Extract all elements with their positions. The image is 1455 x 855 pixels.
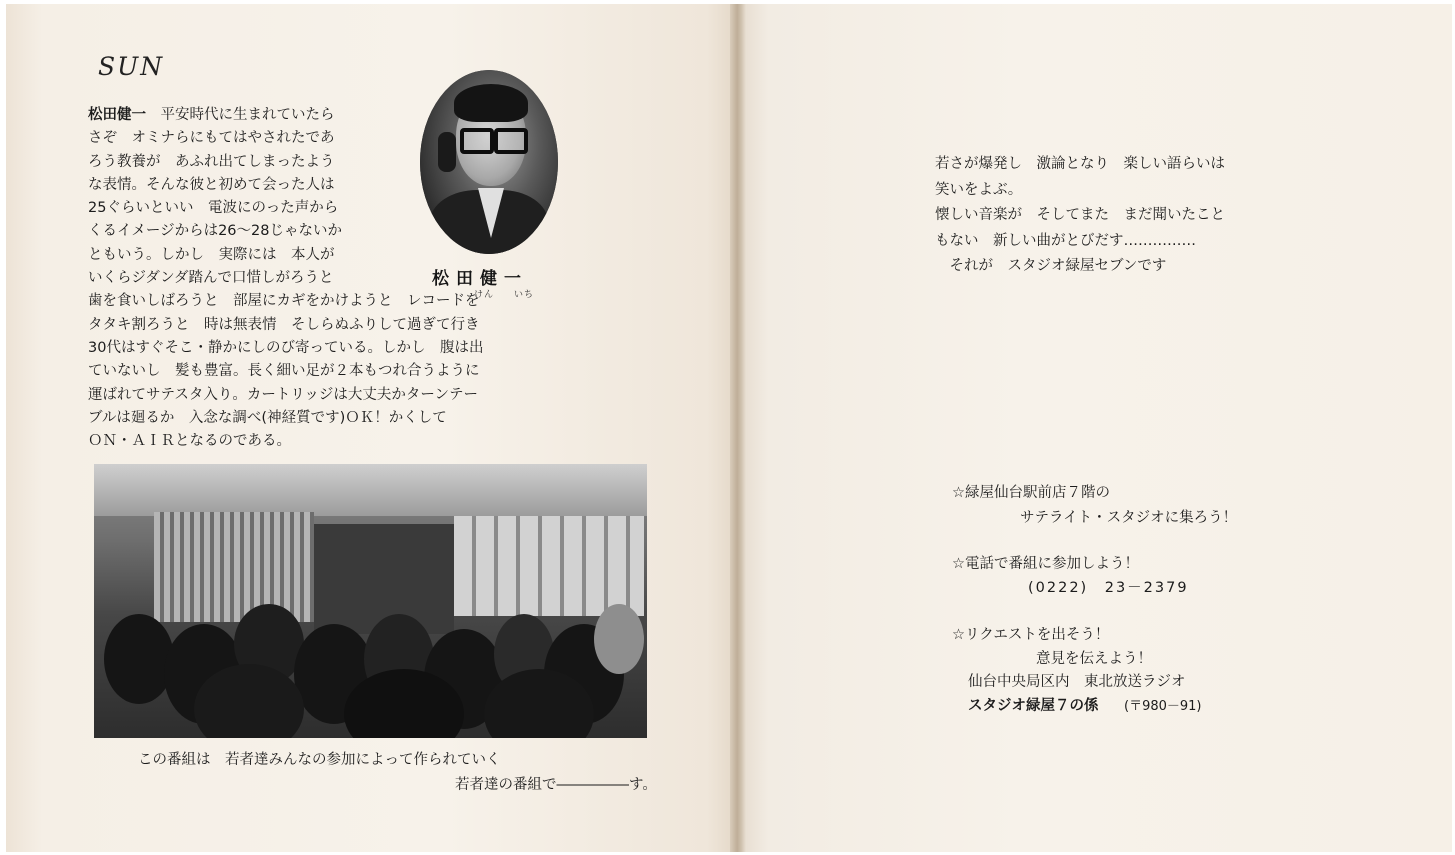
bio-line: 歯を食いしばろうと 部屋にカギをかけようと レコードを xyxy=(88,293,480,310)
bio-line: くるイメージからは26〜28じゃないか xyxy=(88,223,342,240)
intro-line: 若さが爆発し 激論となり 楽しい語らいは xyxy=(935,156,1225,172)
bio-line: 30代はすぐそこ・静かにしのび寄っている。しかし 腹は出 xyxy=(88,339,484,356)
notice-location-sub: サテライト・スタジオに集ろう！ xyxy=(1020,510,1238,526)
dj-portrait-photo xyxy=(420,70,558,254)
program-description-end: 若者達の番組で―――――す。 xyxy=(455,777,657,793)
intro-line: 笑いをよぶ。 xyxy=(935,181,1023,198)
portrait-ruby: けん xyxy=(474,290,495,300)
studio-intro xyxy=(935,152,1225,280)
bio-line: 松田健一 平安時代に生まれていたら xyxy=(88,107,335,123)
notice-request-sub: 意見を伝えよう！ xyxy=(1036,651,1152,667)
program-description: この番組は 若者達みんなの参加によって作られていく xyxy=(138,752,501,768)
portrait-caption: 松田健一 xyxy=(432,269,528,289)
bio-line: ともいう。しかし 実際には 本人が xyxy=(88,246,335,263)
bio-line: 運ばれてサテスタ入り。カートリッジは大丈夫かターンテー xyxy=(88,386,479,403)
mailing-address: 仙台中央局区内 東北放送ラジオ xyxy=(968,674,1186,690)
portrait-ruby: いち xyxy=(514,290,535,300)
bio-line: ブルは廻るか 入念な調べ(神経質です)ＯＫ！かくして xyxy=(88,409,447,426)
postal-code: (〒980－91) xyxy=(1124,699,1202,714)
notice-location: ☆緑屋仙台駅前店７階の xyxy=(952,485,1110,501)
bio-line: いくらジダンダ踏んで口惜しがろうと xyxy=(88,270,334,287)
bio-line: さぞ オミナらにもてはやされたであ xyxy=(88,130,335,147)
intro-line: 懐しい音楽が そしてまた まだ聞いたこと xyxy=(935,207,1225,223)
bio-line: タタキ割ろうと 時は無表情 そしらぬふりして過ぎて行き xyxy=(88,316,480,333)
bio-line: ろう教養が あふれ出てしまったよう xyxy=(88,153,335,170)
intro-line: それが スタジオ緑屋セブンです xyxy=(935,258,1167,274)
phone-number: (0222) 23－2379 xyxy=(1028,580,1189,596)
studio-name: スタジオ緑屋７の係 xyxy=(968,698,1099,714)
notice-request: ☆リクエストを出そう！ xyxy=(952,627,1110,643)
section-heading: SUN xyxy=(98,52,165,81)
studio-audience-photo xyxy=(94,464,647,738)
intro-line: もない 新しい曲がとびだす…………… xyxy=(935,232,1196,249)
notice-phone: ☆電話で番組に参加しよう！ xyxy=(952,556,1139,572)
right-page xyxy=(740,4,1452,852)
bio-line: 25ぐらいといい 電波にのった声から xyxy=(88,200,339,217)
book-gutter xyxy=(730,4,746,852)
bio-line: ＯＮ・ＡＩＲとなるのである。 xyxy=(88,433,291,450)
bio-line: な表情。そんな彼と初めて会った人は xyxy=(88,176,335,193)
bio-line: ていないし 髪も豊富。長く細い足が２本もつれ合うように xyxy=(88,363,480,380)
